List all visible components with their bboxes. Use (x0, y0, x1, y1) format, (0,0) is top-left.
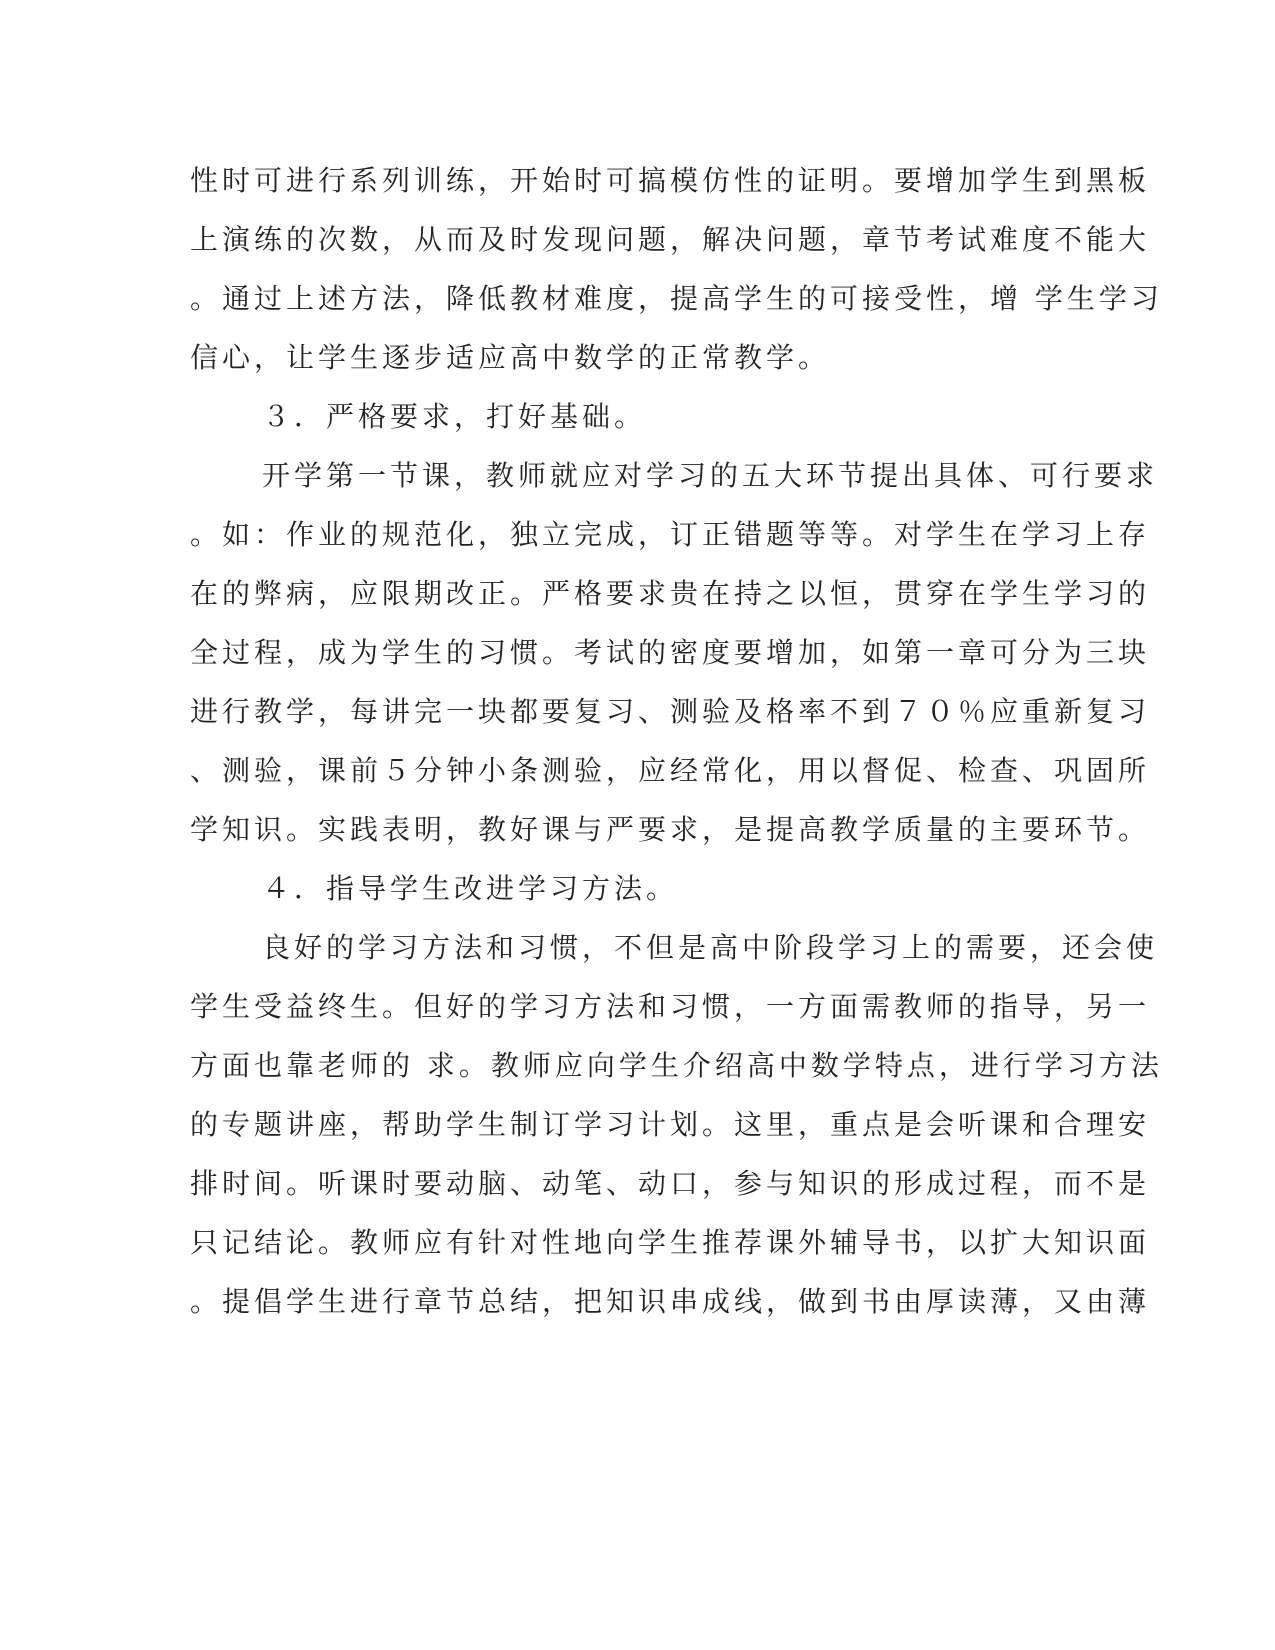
text-line: 只记结论。教师应有针对性地向学生推荐课外辅导书，以扩大知识面 (190, 1226, 1151, 1259)
text-line: 。通过上述方法，降低教材难度，提高学生的可接受性，增 学生学习 (190, 282, 1163, 315)
text-line: 良好的学习方法和习惯，不但是高中阶段学习上的需要，还会使 (262, 931, 1159, 964)
text-line: 。如：作业的规范化，独立完成，订正错题等等。对学生在学习上存 (190, 518, 1151, 551)
text-line: 上演练的次数，从而及时发现问题，解决问题，章节考试难度不能大 (190, 223, 1151, 256)
text-line: 性时可进行系列训练，开始时可搞模仿性的证明。要增加学生到黑板 (190, 164, 1151, 197)
text-line: 开学第一节课，教师就应对学习的五大环节提出具体、可行要求 (262, 459, 1159, 492)
text-line: 学知识。实践表明，教好课与严要求，是提高教学质量的主要环节。 (190, 813, 1151, 846)
text-line: 。提倡学生进行章节总结，把知识串成线，做到书由厚读薄，又由薄 (190, 1285, 1151, 1318)
text-line: 信心，让学生逐步适应高中数学的正常教学。 (190, 341, 831, 374)
section-heading: ４．指导学生改进学习方法。 (262, 872, 679, 905)
text-line: 进行教学，每讲完一块都要复习、测验及格率不到７０％应重新复习 (190, 695, 1151, 728)
text-line: 在的弊病，应限期改正。严格要求贵在持之以恒，贯穿在学生学习的 (190, 577, 1151, 610)
text-line: 方面也靠老师的 求。教师应向学生介绍高中数学特点，进行学习方法 (190, 1049, 1163, 1082)
text-line: 排时间。听课时要动脑、动笔、动口，参与知识的形成过程，而不是 (190, 1167, 1151, 1200)
text-line: 学生受益终生。但好的学习方法和习惯，一方面需教师的指导，另一 (190, 990, 1151, 1023)
text-line: 、测验，课前５分钟小条测验，应经常化，用以督促、检查、巩固所 (190, 754, 1151, 787)
text-line: 全过程，成为学生的习惯。考试的密度要增加，如第一章可分为三块 (190, 636, 1151, 669)
section-heading: ３．严格要求，打好基础。 (262, 400, 647, 433)
text-line: 的专题讲座，帮助学生制订学习计划。这里，重点是会听课和合理安 (190, 1108, 1151, 1141)
